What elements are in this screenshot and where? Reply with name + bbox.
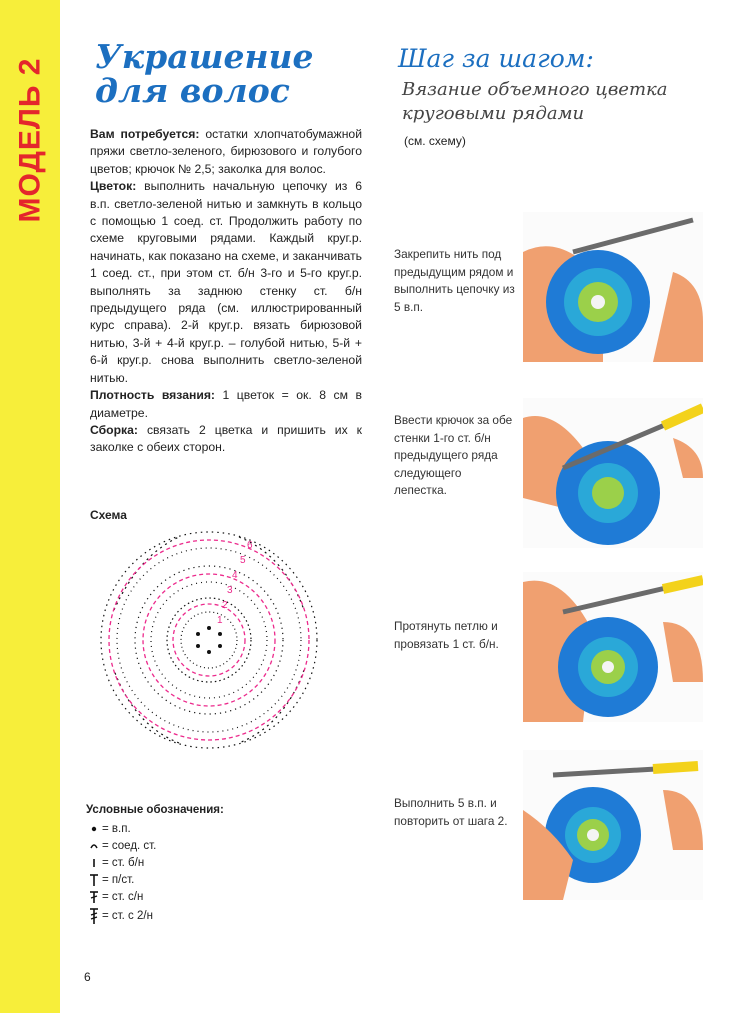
instruction-materials: Вам потребуется: остатки хлопчатобумажной пряжи светло-зеленого, бирюзового и голубого цветов; крючок № 2,5; заколка для волос.	[90, 127, 363, 176]
step-4-photo	[523, 750, 703, 900]
title-line-1: Украшение	[95, 37, 314, 76]
step-4-text: Выполнить 5 в.п. и повторить от шага 2.	[394, 796, 508, 828]
legend-item: = соед. ст.	[86, 837, 336, 854]
instruction-assembly: Сборка: связать 2 цветка и пришить их к заколке с обеих сторон.	[90, 422, 362, 455]
step-1-photo	[523, 212, 703, 362]
legend-item: = ст. с/н	[86, 888, 336, 905]
legend-item: = ст. б/н	[86, 854, 336, 871]
bar-icon	[86, 857, 102, 869]
row-number-2: 2	[222, 600, 228, 611]
chart-row-guides	[109, 540, 309, 740]
chart-center-ring	[196, 626, 222, 654]
instructions	[90, 126, 362, 457]
page-title	[95, 37, 365, 110]
legend-item: = в.п.	[86, 820, 336, 837]
legend	[86, 804, 336, 927]
crochet-chart	[84, 515, 334, 765]
arc-icon	[86, 841, 102, 851]
row-number-1: 1	[217, 615, 223, 626]
row-number-4: 4	[232, 570, 238, 581]
step-3-text: Протянуть петлю и провязать 1 ст. б/н.	[394, 619, 499, 651]
row-number-5: 5	[240, 555, 246, 566]
row-number-3: 3	[227, 585, 233, 596]
page-number: 6	[84, 970, 91, 984]
cross-icon	[86, 890, 102, 904]
instruction-gauge: Плотность вязания: 1 цветок = ок. 8 см в диаметре.	[90, 388, 362, 420]
chart-stitches	[101, 532, 317, 748]
instruction-flower: Цветок: выполнить начальную цепочку из 6 в.п. светло-зеленой нитью и замкнуть в кольцо с помощью 1 соед. ст. Продолжить работу по схеме круговыми рядами. Каждый круг.р. начинать, как показано на схеме, и заканчивать 1 соед. ст., при этом ст. б/н 3-го и 5-го круг.р. выполнять за заднюю стенку ст. б/н предыдущего ряда (см. иллюстрированный курс справа). 2-й круг.р. вязать бирюзовой нитью, 3-й + 4-й круг.р. – голубой нитью, 5-й + 6-й круг.р. снова выполнить светло-зеленой нитью.	[90, 179, 362, 385]
legend-item: = п/ст.	[86, 871, 336, 888]
title-line-2: для волос	[95, 71, 290, 110]
step-by-step-title: Шаг за шагом:	[398, 44, 594, 73]
step-3-photo	[523, 572, 703, 722]
model-label: МОДЕЛЬ 2	[13, 57, 47, 223]
step-2-photo	[523, 398, 703, 548]
row-number-6: 6	[247, 540, 253, 551]
step-1-text: Закрепить нить под предыдущим рядом и выполнить цепочку из 5 в.п.	[394, 247, 515, 314]
step-by-step-subtitle: Вязание объемного цветка круговыми рядами	[402, 79, 668, 124]
double-cross-icon	[86, 907, 102, 925]
legend-title: Условные обозначения:	[86, 804, 224, 816]
step-2-text: Ввести крючок за обе стенки 1-го ст. б/н предыдущего ряда следующего лепестка.	[394, 413, 513, 497]
step-by-step-ref: (см. схему)	[404, 134, 466, 148]
schema-title: Схема	[90, 508, 127, 522]
legend-item: = ст. с 2/н	[86, 905, 336, 927]
t-icon	[86, 873, 102, 887]
dot-icon	[86, 824, 102, 834]
